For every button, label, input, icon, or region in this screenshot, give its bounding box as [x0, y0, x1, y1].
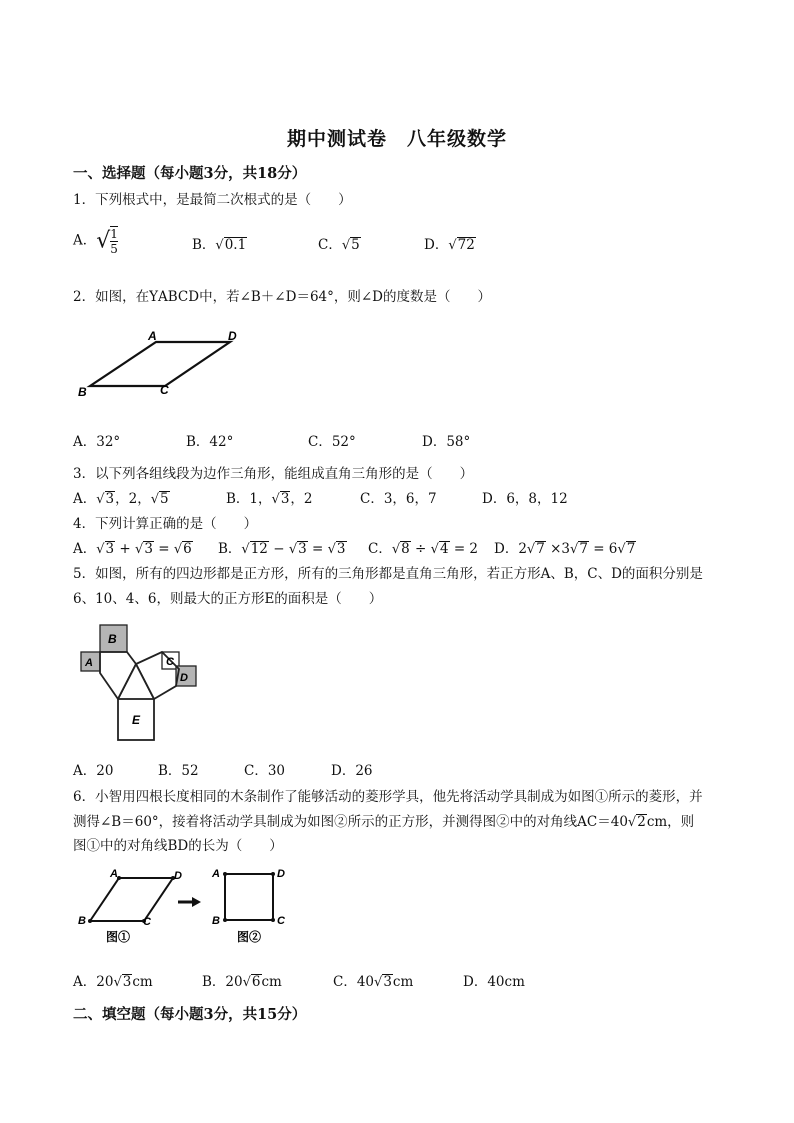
q2-option-c: C．52° [308, 434, 356, 450]
q3-option-b: B．1，√3，2 [226, 491, 313, 507]
label-a: A [110, 868, 118, 880]
q6-option-c: C．40√3cm [333, 974, 414, 990]
q5-stem-line1: 5．如图，所有的四边形都是正方形，所有的三角形都是直角三角形，若正方形A、B，C、D的面积分别是 [73, 566, 703, 582]
rhombus-abcd [90, 878, 173, 921]
label-d: D [228, 329, 237, 343]
q1-option-d: D．√72 [424, 237, 475, 253]
q3-option-c: C．3，6，7 [360, 491, 437, 507]
arrow-right-icon [178, 897, 201, 907]
label-a: A [212, 868, 220, 880]
label-d: D [174, 870, 182, 882]
section-1-heading: 一、选择题（每小题3分，共18分） [73, 165, 307, 182]
parallelogram-abcd [90, 342, 230, 386]
label-b: B [78, 915, 86, 927]
label-b: B [78, 385, 87, 399]
label-c: C [160, 383, 169, 397]
label-c: C [166, 656, 174, 668]
q1-option-b: B．√0.1 [192, 237, 247, 253]
label-a: A [148, 329, 157, 343]
q5-option-b: B．52 [158, 763, 199, 779]
q4-option-a: A．√3 + √3 = √6 [73, 541, 192, 557]
label-d: D [180, 672, 188, 684]
q4-option-c: C．√8 ÷ √4 = 2 [368, 541, 479, 557]
q5-pythagoras-squares-figure [76, 622, 206, 746]
q5-stem-line2: 6、10、4、6，则最大的正方形E的面积是（ ） [73, 591, 383, 607]
q1-option-c: C．√5 [318, 237, 360, 253]
q6-option-b: B．20√6cm [202, 974, 282, 990]
q4-option-d: D．2√7 ×3√7 = 6√7 [494, 541, 636, 557]
figure-1-caption: 图① [106, 930, 131, 944]
square-abcd [225, 874, 273, 920]
label-c: C [143, 916, 151, 928]
label-d: D [277, 868, 285, 880]
figure-2-square [211, 868, 286, 944]
section-2-heading: 二、填空题（每小题3分，共15分） [73, 1006, 307, 1023]
q6-stem-line1: 6．小智用四根长度相同的木条制作了能够活动的菱形学具，他先将活动学具制成为如图①所示的菱形，并 [73, 789, 703, 805]
q1-stem: 1．下列根式中，是最简二次根式的是（ ） [73, 192, 352, 208]
label-b: B [108, 632, 117, 646]
q6-stem-line2: 测得∠B＝60°，接着将活动学具制成为如图②所示的正方形，并测得图②中的对角线AC＝40√2cm，则 [73, 814, 695, 830]
q2-option-b: B．42° [186, 434, 234, 450]
q2-option-a: A．32° [73, 434, 121, 450]
figure-1-rhombus [78, 868, 182, 944]
q2-stem: 2．如图，在ΥABCD中，若∠B＋∠D＝64°，则∠D的度数是（ ） [73, 289, 492, 305]
q3-option-d: D．6，8，12 [482, 491, 568, 507]
label-c: C [277, 915, 285, 927]
q3-option-a: A．√3，2，√5 [73, 491, 169, 507]
q2-parallelogram-figure [70, 325, 250, 405]
q6-option-a: A．20√3cm [73, 974, 153, 990]
q1-option-a: A．√ $\frac{1}{5}$ [73, 227, 118, 256]
q6-option-d: D．40cm [463, 974, 525, 990]
page-title: 期中测试卷 八年级数学 [286, 128, 507, 150]
q2-option-d: D．58° [422, 434, 471, 450]
q6-stem-line3: 图①中的对角线BD的长为（ ） [73, 838, 283, 854]
q5-option-a: A．20 [73, 763, 114, 779]
label-b: B [212, 915, 220, 927]
q4-option-b: B．√12 − √3 = √3 [218, 541, 346, 557]
label-a: A [85, 657, 93, 669]
q5-option-c: C．30 [244, 763, 286, 779]
q6-figures [72, 862, 302, 948]
q3-stem: 3．以下列各组线段为边作三角形，能组成直角三角形的是（ ） [73, 466, 474, 482]
figure-2-caption: 图② [237, 930, 262, 944]
q5-option-d: D．26 [331, 763, 373, 779]
label-e: E [132, 713, 141, 727]
q4-stem: 4．下列计算正确的是（ ） [73, 516, 258, 532]
